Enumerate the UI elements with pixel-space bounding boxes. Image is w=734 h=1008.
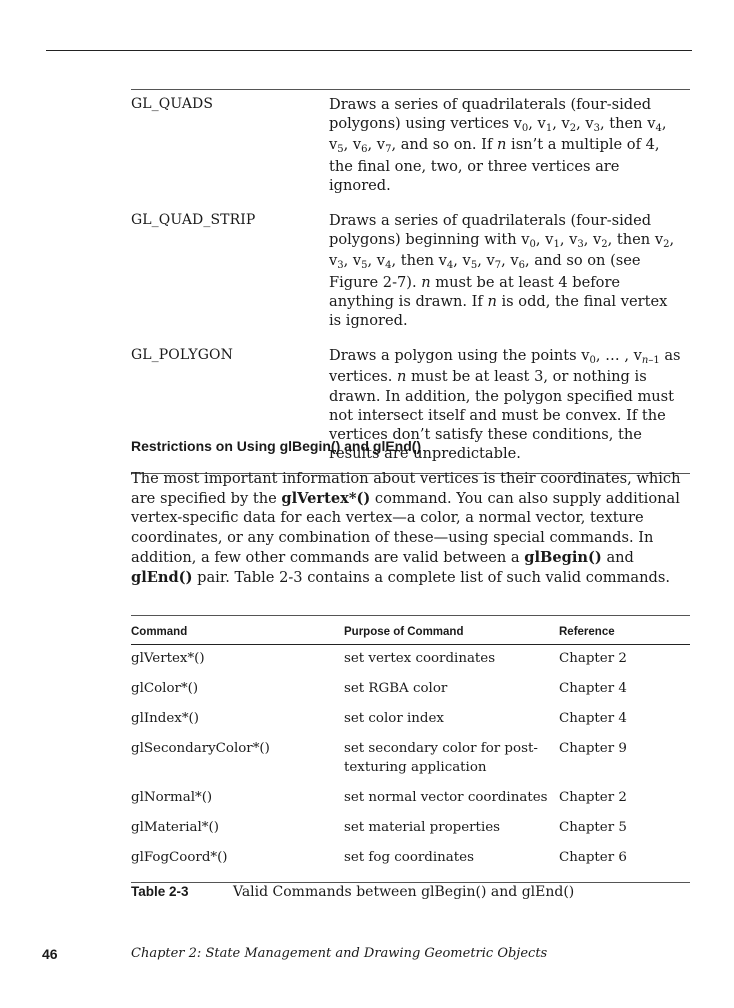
command-cell: glSecondaryColor*() [131, 741, 270, 756]
command-cell: glIndex*() [131, 711, 199, 726]
reference-cell: Chapter 5 [559, 819, 627, 835]
table-row [131, 710, 690, 740]
command-cell: glColor*() [131, 681, 199, 696]
primitive-definition-table [131, 89, 690, 474]
table-row [131, 740, 690, 789]
command-cell: glVertex*() [131, 651, 205, 666]
purpose-cell: set fog coordinates [344, 849, 474, 865]
table-caption-text: Valid Commands between glBegin() and glEnd() [233, 884, 575, 900]
command-cell: glMaterial*() [131, 819, 219, 835]
table-caption-label: Table 2-3 [131, 884, 189, 899]
definition-term: GL_QUAD_STRIP [131, 212, 256, 229]
top-rule [46, 50, 692, 51]
section-heading: Restrictions on Using glBegin() and glEnd() [131, 438, 422, 454]
reference-cell: Chapter 2 [559, 789, 627, 805]
purpose-cell: set normal vector coordinates [344, 789, 548, 805]
definition-description: Draws a polygon using the points $v_0$, … , $v_{n-1}$ as vertices. n must be at least 3, or nothing is drawn. In addition, the polygon specified must not intersect itself and must be convex. If the vertices don’t satisfy these conditions, the results are unpredictable. [329, 347, 681, 463]
definition-row [131, 205, 690, 340]
reference-cell: Chapter 4 [559, 681, 627, 696]
definition-term: GL_QUADS [131, 96, 214, 112]
valid-commands-table [131, 615, 690, 883]
table-body [131, 645, 690, 882]
purpose-cell: set color index [344, 711, 444, 726]
reference-cell: Chapter 6 [559, 849, 627, 865]
table-row [131, 789, 690, 819]
command-cell: glFogCoord*() [131, 849, 228, 865]
column-header-purpose: Purpose of Command [344, 626, 464, 638]
purpose-cell: set vertex coordinates [344, 651, 496, 666]
column-header-reference: Reference [559, 626, 615, 638]
purpose-cell: set material properties [344, 819, 501, 835]
page-number: 46 [42, 946, 58, 962]
table-row [131, 819, 690, 849]
reference-cell: Chapter 9 [559, 741, 627, 756]
definition-description: Draws a series of quadrilaterals (four-sided polygons) beginning with $v_0$, $v_1$, $v_3$, $v_2$, then $v_2$, $v_3$, $v_5$, $v_4$, then $v_4$, $v_5$, $v_7$, $v_6$, and so on (see Figure 2-7). n must be at least 4 before anything is drawn. If n is odd, the final vertex is ignored. [329, 212, 675, 330]
column-header-command: Command [131, 626, 188, 638]
purpose-cell: set RGBA color [344, 681, 448, 696]
table-caption [131, 884, 574, 900]
table-row [131, 650, 690, 680]
table-row [131, 680, 690, 710]
definition-term: GL_POLYGON [131, 347, 233, 364]
reference-cell: Chapter 4 [559, 711, 627, 726]
definition-description: Draws a series of quadrilaterals (four-sided polygons) using vertices $v_0$, $v_1$, $v_2$, $v_3$, then $v_4$, $v_5$, $v_6$, $v_7$, and so on. If n isn’t a multiple of 4, the final one, two, or three vertices are ignored. [329, 96, 667, 194]
purpose-cell: set secondary color for post-texturing application [344, 741, 538, 775]
table-header [131, 616, 690, 645]
body-paragraph: The most important information about vertices is their coordinates, which are specified by the glVertex*() command. You can also supply additional vertex-specific data for each vertex—a color, a normal vector, texture coordinates, or any combination of these—using special commands. In addition, a few other commands are valid between a glBegin() and glEnd() pair. Table 2-3 contains a complete list of such valid commands. [131, 470, 681, 586]
running-footer-title: Chapter 2: State Management and Drawing Geometric Objects [131, 946, 548, 961]
command-cell: glNormal*() [131, 789, 213, 805]
table-row [131, 849, 690, 879]
definition-row [131, 90, 690, 205]
reference-cell: Chapter 2 [559, 651, 627, 666]
